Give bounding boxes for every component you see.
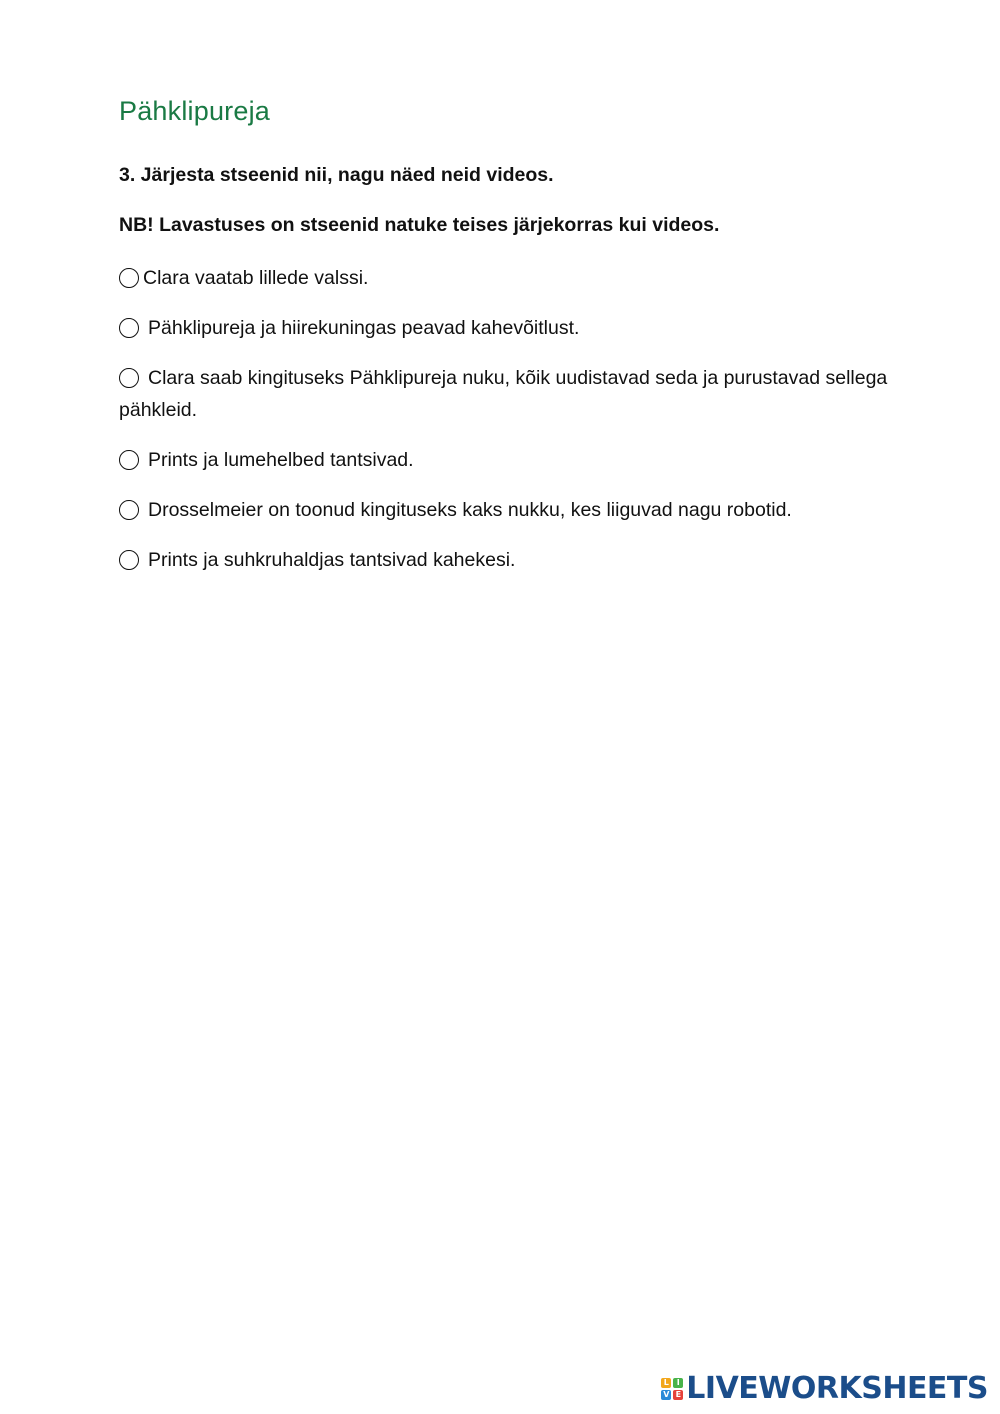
option-label: Drosselmeier on toonud kingituseks kaks nukku, kes liiguvad nagu robotid. (148, 499, 792, 521)
page-title: Pähklipureja (119, 96, 270, 126)
option-label: Clara vaatab lillede valssi. (143, 267, 369, 289)
radio-circle-icon[interactable] (119, 500, 139, 520)
radio-circle-icon[interactable] (119, 550, 139, 570)
option-label: Prints ja lumehelbed tantsivad. (148, 449, 414, 471)
radio-circle-icon[interactable] (119, 450, 139, 470)
liveworksheets-mark-icon (661, 1378, 683, 1400)
radio-circle-icon[interactable] (119, 368, 139, 388)
mark-letter-l: L (661, 1378, 671, 1388)
note-text: NB! Lavastuses on stseenid natuke teises järjekorras kui videos. (119, 214, 720, 236)
option-item-2[interactable] (119, 312, 909, 344)
option-label: Pähklipureja ja hiirekuningas peavad kahevõitlust. (148, 317, 580, 339)
mark-letter-e: E (673, 1390, 683, 1400)
option-item-3[interactable] (119, 362, 909, 426)
mark-letter-v: V (663, 1389, 670, 1399)
liveworksheets-logo (661, 1371, 988, 1406)
mark-letter-i: I (673, 1378, 683, 1388)
scene-options-list (119, 262, 909, 594)
option-label: Clara saab kingituseks Pähklipureja nuku, kõik uudistavad seda ja purustavad sellega pähkleid. (119, 367, 888, 421)
option-item-5[interactable] (119, 494, 909, 526)
instruction-text: 3. Järjesta stseenid nii, nagu näed neid videos. (119, 164, 554, 186)
brand-wordmark: LIVEWORKSHEETS (686, 1371, 988, 1406)
option-item-4[interactable] (119, 444, 909, 476)
radio-circle-icon[interactable] (119, 318, 139, 338)
option-item-1[interactable] (119, 262, 909, 294)
radio-circle-icon[interactable] (119, 268, 139, 288)
option-item-6[interactable] (119, 544, 909, 576)
option-label: Prints ja suhkruhaldjas tantsivad kahekesi. (148, 549, 516, 571)
